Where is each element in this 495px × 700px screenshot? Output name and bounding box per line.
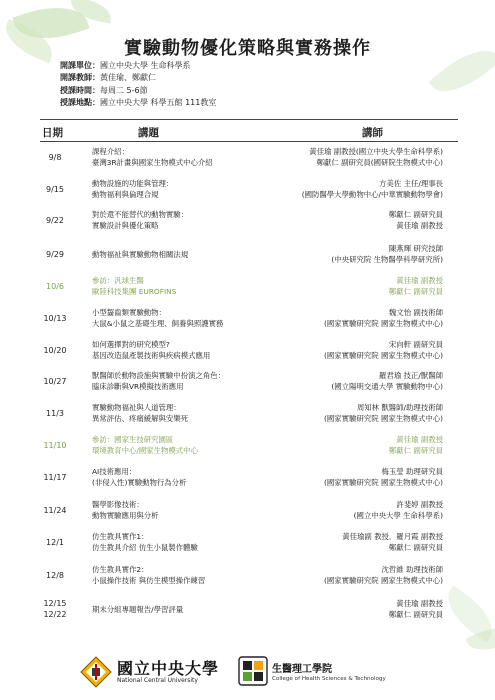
row-date-line: 10/13 <box>43 313 67 323</box>
row-topic-line: 期末分組專題報告/學習評量 <box>92 604 184 614</box>
header-bottom-rule <box>40 141 458 142</box>
row-date <box>30 345 80 356</box>
row-date <box>30 505 80 516</box>
row-lecturer-line: (國立陽明交通大學 實驗動物中心) <box>331 382 443 392</box>
row-date-line: 10/27 <box>43 376 67 386</box>
row-lecturer-line: (國家實驗研究院 國家生物模式中心) <box>324 319 443 329</box>
row-topic-line: AI技術應用： <box>92 467 137 476</box>
row-lecturer <box>223 466 443 489</box>
row-lecturer-line: 方美佐 主任/理事長 <box>379 179 443 188</box>
row-topic-line: 仿生教具實作1： <box>92 532 149 541</box>
row-lecturer-line: 宋向軒 副研究員 <box>388 340 443 349</box>
row-lecturer-line: 鄭獻仁 副研究員 <box>388 287 443 297</box>
row-lecturer-line: 鄭獻仁 副研究員 <box>388 543 443 553</box>
row-topic-line: 動物設施的功能與管理： <box>92 179 174 188</box>
row-topic-line: 參訪：國家生技研究園區 <box>92 435 174 444</box>
row-topic-line: 課程介紹： <box>92 147 129 156</box>
row-date <box>30 537 80 548</box>
row-topic-line: 異常評估、疼痛緩解與安樂死 <box>92 414 189 424</box>
course-info <box>60 60 216 110</box>
row-date <box>30 408 80 419</box>
row-topic-line: 臺灣3R計畫與國家生物模式中心介紹 <box>92 158 213 168</box>
row-lecturer-line: 魏文怡 副技術師 <box>388 308 443 317</box>
row-lecturer <box>223 243 443 266</box>
row-lecturer-line: 黃佳瑜副 教授．羅月霞 副教授 <box>342 532 443 541</box>
row-lecturer-line: (國立中央大學 生命科學系) <box>353 511 443 521</box>
row-date-line: 11/24 <box>43 505 67 515</box>
row-date-line: 12/1 <box>46 537 64 547</box>
row-lecturer-line: 梅玉瑩 助理研究員 <box>381 467 443 476</box>
row-lecturer <box>223 402 443 425</box>
row-date-line: 11/3 <box>46 408 64 418</box>
row-topic-line: 動物實驗應用與分析 <box>92 511 159 521</box>
row-date <box>30 376 80 387</box>
row-topic-line: 獸醫師於動物設施與實驗中扮演之角色： <box>92 371 226 380</box>
row-lecturer <box>223 178 443 201</box>
row-lecturer <box>223 146 443 169</box>
row-date <box>30 215 80 226</box>
row-date-line: 9/8 <box>48 152 62 162</box>
row-lecturer-line: 許斐婷 副教授 <box>396 500 443 509</box>
row-date <box>30 249 80 260</box>
row-date-line: 12/8 <box>46 570 64 580</box>
row-date <box>30 440 80 451</box>
row-lecturer-line: 黃佳瑜 副教授(國立中央大學生命科學系) <box>309 147 443 156</box>
row-topic-line: 對於還不能替代的動物實驗： <box>92 210 189 219</box>
row-topic-line: 參訪：汎球生醫 <box>92 276 144 285</box>
row-lecturer-line: 黃佳瑜 副教授 <box>396 435 443 444</box>
row-lecturer-line: (國家實驗研究院 國家生物模式中心) <box>324 576 443 586</box>
row-topic-line: 仿生教具介紹 仿生小鼠製作體驗 <box>92 543 198 553</box>
row-topic-line: 小型齧齒類實驗動物： <box>92 308 166 317</box>
row-date-line: 10/20 <box>43 345 67 355</box>
page-title: 實驗動物優化策略與實務操作 <box>124 38 371 59</box>
row-topic-line: 動物福利與倫理合規 <box>92 190 159 200</box>
row-lecturer-line: 鄭獻仁 副研究員 <box>388 610 443 620</box>
row-lecturer-line: (國防醫學大學動物中心/中華實驗動物學會) <box>301 190 443 200</box>
row-date <box>30 598 80 621</box>
row-date <box>30 313 80 324</box>
row-lecturer-line: (國家實驗研究院 國家生物模式中心) <box>324 351 443 361</box>
row-lecturer-line: 黃佳瑜 副教授 <box>396 276 443 285</box>
row-date-line: 9/15 <box>46 184 64 194</box>
ncu-logo-en: National Central University <box>117 677 198 684</box>
row-lecturer <box>223 307 443 330</box>
row-lecturer <box>223 209 443 232</box>
row-topic-line: (非侵入性)實驗動物行為分析 <box>92 478 187 488</box>
header-top-rule <box>40 119 458 120</box>
row-lecturer-line: 鄭獻仁 副研究員 <box>388 210 443 219</box>
row-lecturer-line: 鄭獻仁 副研究員(國研院生物模式中心) <box>316 158 443 168</box>
row-topic-line: 醫學影像技術： <box>92 500 144 509</box>
header-topic: 講題 <box>138 127 159 139</box>
row-lecturer <box>223 499 443 522</box>
row-lecturer <box>223 598 443 621</box>
row-lecturer <box>223 339 443 362</box>
row-date <box>30 184 80 195</box>
row-lecturer <box>223 531 443 554</box>
chst-logo-en: College of Health Sciences & Technology <box>272 676 386 682</box>
row-lecturer-line: 鄭獻仁 副研究員 <box>388 446 443 456</box>
row-topic-line: 仿生教具實作2： <box>92 565 149 574</box>
info-row-time: 授課時間：每周二 5-6節 <box>60 85 148 95</box>
row-lecturer-line: (中央研究院 生物醫學科學研究所) <box>331 255 443 265</box>
row-topic-line: 環境教育中心/國家生物模式中心 <box>92 446 198 456</box>
ncu-emblem-icon <box>80 656 112 688</box>
row-date <box>30 570 80 581</box>
header-date: 日期 <box>42 127 63 139</box>
header-lecturer: 講師 <box>362 127 383 139</box>
chst-logo-icon <box>238 656 268 686</box>
row-date-line: 11/10 <box>43 440 67 450</box>
row-date-line: 11/17 <box>43 472 67 482</box>
chst-logo-name: 生醫理工學院 <box>272 664 332 675</box>
info-row-location: 授課地點：國立中央大學 科學五館 111教室 <box>60 98 217 108</box>
row-lecturer <box>223 370 443 393</box>
row-lecturer-line: 陳燕輝 研究技師 <box>388 244 443 253</box>
row-date-line: 10/6 <box>46 281 64 291</box>
row-lecturer-line: 周知林 獸醫師/助理技術師 <box>356 403 443 412</box>
row-lecturer <box>223 275 443 298</box>
row-date-line: 9/22 <box>46 215 64 225</box>
row-topic-line: 臨床診斷與VR模擬技術應用 <box>92 382 184 392</box>
row-lecturer-line: (國家實驗研究院 國家生物模式中心) <box>324 414 443 424</box>
row-topic-line: 如何選擇對的研究模型? <box>92 340 170 349</box>
row-topic-line: 大鼠&小鼠之基礎生理、飼養與照護實務 <box>92 319 224 329</box>
info-row-teacher: 開課教師：黃佳瑜、鄭獻仁 <box>60 73 156 83</box>
row-lecturer-line: 沈哲維 助理技術師 <box>381 565 443 574</box>
row-date <box>30 281 80 292</box>
row-date-line: 12/15 <box>43 599 67 608</box>
row-topic-line: 實驗設計與優化策略 <box>92 221 159 231</box>
row-lecturer-line: 黃佳瑜 副教授 <box>396 599 443 608</box>
row-lecturer-line: (國家實驗研究院 國家生物模式中心) <box>324 478 443 488</box>
footer-logos <box>0 654 495 694</box>
row-lecturer <box>223 564 443 587</box>
row-topic-line: 小鼠操作技術 與仿生模型操作練習 <box>92 576 206 586</box>
info-row-unit: 開課單位：國立中央大學 生命科學系 <box>60 61 191 70</box>
row-lecturer <box>223 434 443 457</box>
row-topic-line: 實驗動物福祉與人道管理： <box>92 403 181 412</box>
row-topic-line: 動物福祉與實驗動物相關法規 <box>92 249 189 259</box>
row-date <box>30 472 80 483</box>
row-lecturer-line: 黃佳瑜 副教授 <box>396 221 443 231</box>
row-lecturer-line: 羅君瑜 技正/獸醫師 <box>379 371 443 380</box>
row-topic-line: 基因改造鼠產製技術與疾病模式應用 <box>92 351 211 361</box>
row-topic-line: 歐陸科技集團 EUROFINS <box>92 287 177 297</box>
row-date-line: 12/22 <box>43 610 67 620</box>
ncu-logo-name: 國立中央大學 <box>117 659 220 678</box>
row-date-line: 9/29 <box>46 249 64 259</box>
row-date <box>30 152 80 163</box>
